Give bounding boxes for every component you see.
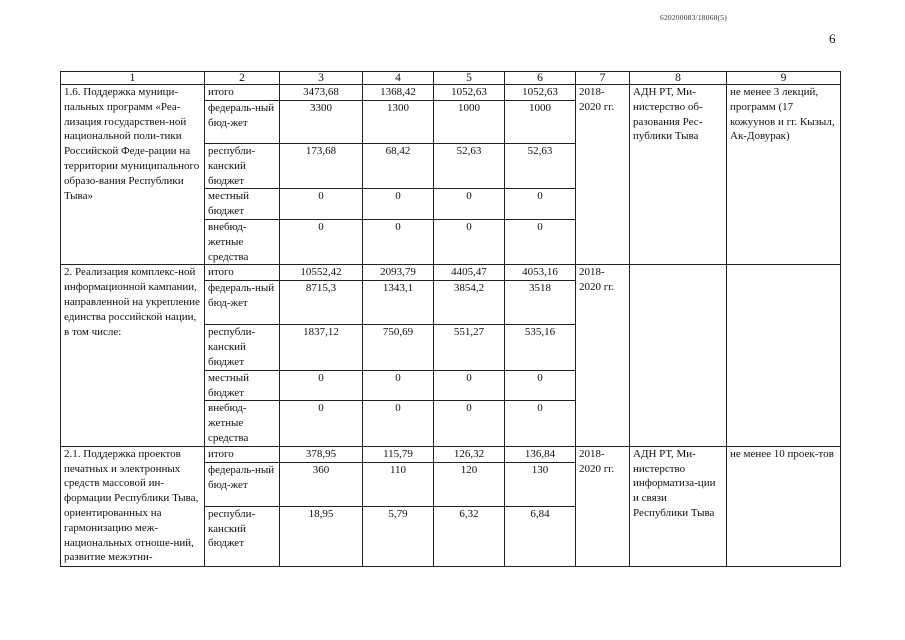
value-2019: 6,32 bbox=[434, 506, 505, 566]
value-total: 3473,68 bbox=[280, 85, 363, 101]
value-total: 0 bbox=[280, 401, 363, 446]
value-total: 360 bbox=[280, 462, 363, 506]
funding-source: республи-канский бюджет bbox=[205, 325, 280, 370]
value-2018: 1300 bbox=[363, 101, 434, 144]
page-number: 6 bbox=[829, 31, 836, 46]
header-cell: 6 bbox=[505, 72, 576, 85]
funding-source: внебюд-жетные средства bbox=[205, 401, 280, 446]
value-2019: 551,27 bbox=[434, 325, 505, 370]
value-2019: 0 bbox=[434, 219, 505, 264]
value-2020: 0 bbox=[505, 189, 576, 220]
header-cell: 3 bbox=[280, 72, 363, 85]
funding-source: внебюд-жетные средства bbox=[205, 219, 280, 264]
value-2020: 1052,63 bbox=[505, 85, 576, 101]
indicator bbox=[727, 265, 841, 446]
funding-source: итого bbox=[205, 265, 280, 281]
header-cell: 1 bbox=[61, 72, 205, 85]
indicator: не менее 3 лекций, программ (17 кожуунов и гг. Кызыл, Ак-Довурак) bbox=[727, 85, 841, 265]
header-row bbox=[61, 72, 841, 85]
value-2020: 0 bbox=[505, 401, 576, 446]
value-2019: 0 bbox=[434, 401, 505, 446]
funding-source: местный бюджет bbox=[205, 189, 280, 220]
executor bbox=[630, 265, 727, 446]
value-2018: 1343,1 bbox=[363, 281, 434, 325]
funding-source: федераль-ный бюд-жет bbox=[205, 281, 280, 325]
executor: АДН РТ, Ми-нистерство об-разования Рес-публики Тыва bbox=[630, 85, 727, 265]
value-2018: 750,69 bbox=[363, 325, 434, 370]
value-2018: 0 bbox=[363, 189, 434, 220]
value-2020: 6,84 bbox=[505, 506, 576, 566]
value-2018: 0 bbox=[363, 401, 434, 446]
funding-source: федераль-ный бюд-жет bbox=[205, 462, 280, 506]
value-2018: 68,42 bbox=[363, 144, 434, 189]
value-2018: 1368,42 bbox=[363, 85, 434, 101]
value-total: 1837,12 bbox=[280, 325, 363, 370]
value-2020: 1000 bbox=[505, 101, 576, 144]
value-total: 10552,42 bbox=[280, 265, 363, 281]
value-2019: 0 bbox=[434, 189, 505, 220]
header-cell: 9 bbox=[727, 72, 841, 85]
value-2019: 52,63 bbox=[434, 144, 505, 189]
funding-source: итого bbox=[205, 85, 280, 101]
value-total: 378,95 bbox=[280, 446, 363, 462]
measure-title: 2. Реализация комплекс-ной информационной кампании, направленной на укрепление единства российской нации, в том числе: bbox=[61, 265, 205, 446]
value-2020: 3518 bbox=[505, 281, 576, 325]
header-cell: 4 bbox=[363, 72, 434, 85]
document-code: 620200083/18068(5) bbox=[660, 13, 727, 22]
header-cell: 7 bbox=[576, 72, 630, 85]
header-cell: 5 bbox=[434, 72, 505, 85]
value-2018: 5,79 bbox=[363, 506, 434, 566]
value-2020: 0 bbox=[505, 370, 576, 401]
value-2019: 126,32 bbox=[434, 446, 505, 462]
value-2020: 535,16 bbox=[505, 325, 576, 370]
table-row bbox=[61, 265, 841, 281]
value-2019: 1000 bbox=[434, 101, 505, 144]
value-2019: 4405,47 bbox=[434, 265, 505, 281]
value-total: 173,68 bbox=[280, 144, 363, 189]
value-total: 8715,3 bbox=[280, 281, 363, 325]
value-total: 0 bbox=[280, 219, 363, 264]
value-total: 0 bbox=[280, 189, 363, 220]
measure-title: 1.6. Поддержка муници-пальных программ «Реа-лизация государствен-ной национальной поли-тики Российской Феде-рации на территории муниципального образо-вания Республики Тыва» bbox=[61, 85, 205, 265]
value-total: 3300 bbox=[280, 101, 363, 144]
value-2020: 0 bbox=[505, 219, 576, 264]
table-row bbox=[61, 85, 841, 101]
value-2020: 136,84 bbox=[505, 446, 576, 462]
value-2019: 3854,2 bbox=[434, 281, 505, 325]
value-2018: 2093,79 bbox=[363, 265, 434, 281]
value-2019: 120 bbox=[434, 462, 505, 506]
measure-title: 2.1. Поддержка проектов печатных и электронных средств массовой ин-формации Республики Тыва, ориентированных на гармонизацию меж-национальных отноше-ний, развитие межэтни- bbox=[61, 446, 205, 566]
header-cell: 8 bbox=[630, 72, 727, 85]
header-cell: 2 bbox=[205, 72, 280, 85]
table-row bbox=[61, 446, 841, 462]
period: 2018-2020 гг. bbox=[576, 265, 630, 446]
value-2020: 130 bbox=[505, 462, 576, 506]
funding-source: республи-канский бюджет bbox=[205, 506, 280, 566]
executor: АДН РТ, Ми-нистерство информатиза-ции и связи Республики Тыва bbox=[630, 446, 727, 566]
value-2019: 1052,63 bbox=[434, 85, 505, 101]
period: 2018-2020 гг. bbox=[576, 446, 630, 566]
value-total: 18,95 bbox=[280, 506, 363, 566]
period: 2018-2020 гг. bbox=[576, 85, 630, 265]
value-2018: 0 bbox=[363, 370, 434, 401]
value-2018: 0 bbox=[363, 219, 434, 264]
value-2018: 115,79 bbox=[363, 446, 434, 462]
value-total: 0 bbox=[280, 370, 363, 401]
funding-source: местный бюджет bbox=[205, 370, 280, 401]
program-table bbox=[60, 71, 841, 567]
funding-source: республи-канский бюджет bbox=[205, 144, 280, 189]
funding-source: федераль-ный бюд-жет bbox=[205, 101, 280, 144]
value-2019: 0 bbox=[434, 370, 505, 401]
indicator: не менее 10 проек-тов bbox=[727, 446, 841, 566]
funding-source: итого bbox=[205, 446, 280, 462]
value-2020: 52,63 bbox=[505, 144, 576, 189]
value-2018: 110 bbox=[363, 462, 434, 506]
value-2020: 4053,16 bbox=[505, 265, 576, 281]
